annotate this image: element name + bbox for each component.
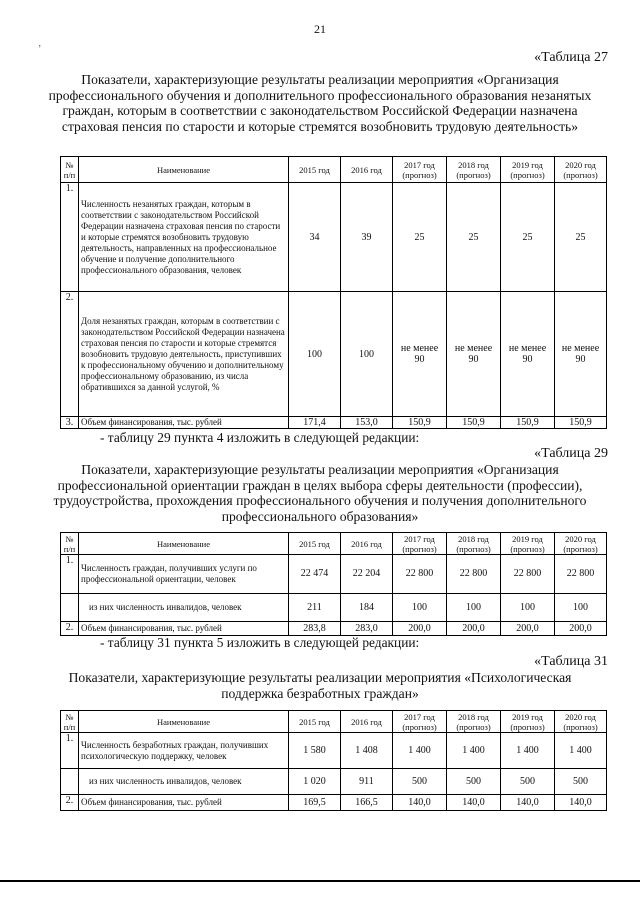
cell-2020: 140,0 [555, 795, 607, 811]
table-row [61, 769, 607, 795]
cell-2016: 100 [341, 292, 393, 417]
cell-2019: 140,0 [501, 795, 555, 811]
cell-2020: 150,9 [555, 417, 607, 429]
table-29-header-row [61, 533, 607, 555]
row-name: Численность граждан, получивших услуги по профессиональной ориентации, человек [79, 555, 289, 593]
header-2018: 2018 год (прогноз) [447, 533, 501, 555]
row-name: Объем финансирования, тыс. рублей [79, 621, 289, 635]
header-num: № п/п [61, 711, 79, 733]
header-2020: 2020 год (прогноз) [555, 533, 607, 555]
header-2016: 2016 год [341, 157, 393, 183]
table-row [61, 292, 607, 417]
table-row [61, 183, 607, 292]
row-number: 3. [61, 417, 79, 429]
margin-mark: ‚ [38, 38, 42, 49]
cell-2015: 1 580 [289, 733, 341, 769]
header-name: Наименование [79, 533, 289, 555]
cell-2019: 100 [501, 593, 555, 621]
cell-2020: не менее 90 [555, 292, 607, 417]
table-31 [60, 710, 607, 811]
cell-2018: 500 [447, 769, 501, 795]
table-row [61, 417, 607, 429]
cell-2020: 22 800 [555, 555, 607, 593]
page-number: 21 [314, 22, 326, 36]
bottom-divider [0, 880, 640, 882]
cell-2019: 22 800 [501, 555, 555, 593]
header-2015: 2015 год [289, 711, 341, 733]
header-num: № п/п [61, 157, 79, 183]
cell-2016: 1 408 [341, 733, 393, 769]
table-29-label: «Таблица 29 [534, 446, 608, 461]
cell-2018: 100 [447, 593, 501, 621]
cell-2015: 22 474 [289, 555, 341, 593]
table-27-title: Показатели, характеризующие результаты реализации мероприятия «Организация профессионального обучения и дополнительного профессионального образования незанятых граждан, которым в соответствии с законодательством Российской Федерации назначена страховая пенсия по старости и которые стремятся возобновить трудовую деятельность» [48, 72, 592, 134]
table-31-header-row [61, 711, 607, 733]
row-name: Численность безработных граждан, получивших психологическую поддержку, человек [79, 733, 289, 769]
table-31-title: Показатели, характеризующие результаты реализации мероприятия «Психологическая поддержка безработных граждан» [68, 670, 572, 701]
cell-2018: 200,0 [447, 621, 501, 635]
cell-2016: 153,0 [341, 417, 393, 429]
cell-2019: 500 [501, 769, 555, 795]
table-row [61, 593, 607, 621]
row-number [61, 769, 79, 795]
table-row [61, 795, 607, 811]
table-row [61, 555, 607, 593]
cell-2019: 200,0 [501, 621, 555, 635]
header-2016: 2016 год [341, 711, 393, 733]
header-2020: 2020 год (прогноз) [555, 157, 607, 183]
header-2017: 2017 год (прогноз) [393, 157, 447, 183]
row-number: 2. [61, 795, 79, 811]
cell-2017: не менее 90 [393, 292, 447, 417]
cell-2017: 25 [393, 183, 447, 292]
cell-2015: 211 [289, 593, 341, 621]
row-name: из них численность инвалидов, человек [79, 593, 289, 621]
header-2019: 2019 год (прогноз) [501, 157, 555, 183]
row-number: 1. [61, 733, 79, 769]
note-table-31: - таблицу 31 пункта 5 изложить в следующей редакции: [100, 635, 420, 650]
row-name: Доля незанятых граждан, которым в соответствии с законодательством Российской Федерации назначена страховая пенсия по старости и которые стремятся возобновить трудовую деятельность, приступивших к профессиональному обучению и дополнительному профессиональному образованию, из числа обратившихся за данной услугой, % [79, 292, 289, 417]
note-table-29: - таблицу 29 пункта 4 изложить в следующей редакции: [100, 430, 420, 445]
header-2018: 2018 год (прогноз) [447, 157, 501, 183]
header-2015: 2015 год [289, 533, 341, 555]
cell-2018: 1 400 [447, 733, 501, 769]
cell-2015: 100 [289, 292, 341, 417]
cell-2019: 150,9 [501, 417, 555, 429]
cell-2020: 200,0 [555, 621, 607, 635]
header-name: Наименование [79, 711, 289, 733]
cell-2015: 169,5 [289, 795, 341, 811]
row-number: 2. [61, 292, 79, 417]
row-number: 1. [61, 555, 79, 593]
row-number: 1. [61, 183, 79, 292]
cell-2020: 1 400 [555, 733, 607, 769]
table-29-title: Показатели, характеризующие результаты реализации мероприятия «Организация профессиональной ориентации граждан в целях выбора сферы деятельности (профессии), трудоустройства, прохождения профессионального обучения и получения дополнительного профессионального образования» [53, 462, 587, 524]
table-27 [60, 156, 607, 429]
cell-2015: 171,4 [289, 417, 341, 429]
table-row [61, 621, 607, 635]
cell-2015: 34 [289, 183, 341, 292]
cell-2017: 500 [393, 769, 447, 795]
cell-2015: 1 020 [289, 769, 341, 795]
table-27-label: «Таблица 27 [534, 50, 608, 65]
cell-2020: 100 [555, 593, 607, 621]
cell-2020: 500 [555, 769, 607, 795]
header-num: № п/п [61, 533, 79, 555]
cell-2016: 166,5 [341, 795, 393, 811]
cell-2017: 22 800 [393, 555, 447, 593]
cell-2019: 1 400 [501, 733, 555, 769]
row-name: из них численность инвалидов, человек [79, 769, 289, 795]
header-2019: 2019 год (прогноз) [501, 533, 555, 555]
header-2016: 2016 год [341, 533, 393, 555]
cell-2016: 184 [341, 593, 393, 621]
header-2017: 2017 год (прогноз) [393, 711, 447, 733]
table-31-label: «Таблица 31 [534, 654, 608, 669]
header-2017: 2017 год (прогноз) [393, 533, 447, 555]
cell-2019: не менее 90 [501, 292, 555, 417]
cell-2018: 140,0 [447, 795, 501, 811]
table-29 [60, 532, 607, 636]
cell-2016: 911 [341, 769, 393, 795]
cell-2017: 1 400 [393, 733, 447, 769]
cell-2017: 100 [393, 593, 447, 621]
header-2020: 2020 год (прогноз) [555, 711, 607, 733]
row-name: Объем финансирования, тыс. рублей [79, 417, 289, 429]
header-name: Наименование [79, 157, 289, 183]
table-row [61, 733, 607, 769]
cell-2016: 283,0 [341, 621, 393, 635]
header-2019: 2019 год (прогноз) [501, 711, 555, 733]
cell-2017: 200,0 [393, 621, 447, 635]
header-2018: 2018 год (прогноз) [447, 711, 501, 733]
cell-2020: 25 [555, 183, 607, 292]
cell-2016: 39 [341, 183, 393, 292]
table-27-header-row [61, 157, 607, 183]
cell-2018: 150,9 [447, 417, 501, 429]
row-name: Объем финансирования, тыс. рублей [79, 795, 289, 811]
header-2015: 2015 год [289, 157, 341, 183]
cell-2017: 150,9 [393, 417, 447, 429]
cell-2018: 22 800 [447, 555, 501, 593]
row-name: Численность незанятых граждан, которым в соответствии с законодательством Российской Федерации назначена страховая пенсия по старости и которые стремятся возобновить трудовую деятельность, направленных на профессиональное обучение и получение дополнительного профессионального образования, человек [79, 183, 289, 292]
row-number [61, 593, 79, 621]
cell-2019: 25 [501, 183, 555, 292]
cell-2018: 25 [447, 183, 501, 292]
cell-2016: 22 204 [341, 555, 393, 593]
cell-2015: 283,8 [289, 621, 341, 635]
cell-2018: не менее 90 [447, 292, 501, 417]
cell-2017: 140,0 [393, 795, 447, 811]
row-number: 2. [61, 621, 79, 635]
